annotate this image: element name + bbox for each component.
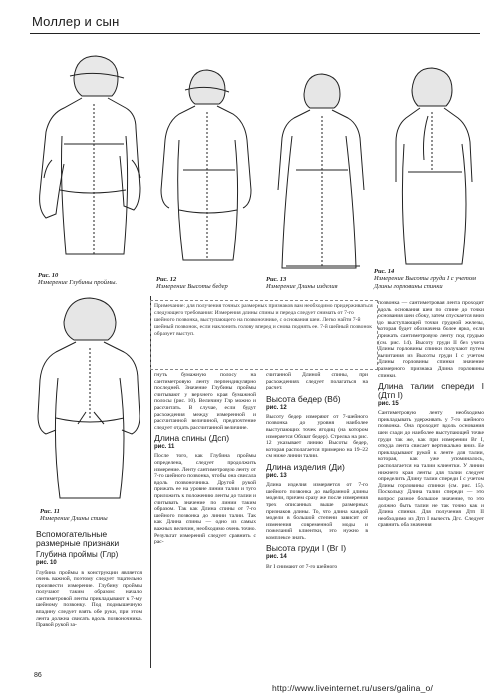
column-1-subheading: Глубина проймы (Глр) xyxy=(36,550,119,560)
figure-13-text: Измерение Длины изделия xyxy=(266,283,338,291)
figure-14-text: Измерение Высоты груди I с учетом Длины горловины спинки xyxy=(374,275,476,290)
figure-10-number: Рис. 10 xyxy=(38,272,59,279)
figure-11-caption xyxy=(40,508,150,523)
column-4-subheading: Длина талии спереди I (Дтп I) xyxy=(378,381,484,401)
figure-11 xyxy=(36,292,140,504)
column-3-fig-ref-3: рис. 14 xyxy=(266,554,287,561)
column-3-fig-ref-1: рис. 12 xyxy=(266,404,287,411)
figure-12-illustration xyxy=(155,60,255,268)
column-4-text-1: позвонка — сантиметровая лента проходит вдоль основания шеи по спине до точки основания шеи сбоку, затем спускается вниз до выступающей точки грудной железы, которая будет обозначена более ярко, если прижать сантиметровую ленту под грудью (см. рис. 14). Высоту груди II без учета Длины горловины спинки получают путем вычитания из Высоты груди I с учетом Длины горловины спинки значение размерного признака Длина горловины спинки. xyxy=(378,300,484,379)
figure-13-number: Рис. 13 xyxy=(266,276,287,283)
column-3-text-4: Вг I снимают от 7-го шейного xyxy=(266,563,338,570)
figure-12-text: Измерение Высоты бедер xyxy=(156,283,228,291)
note-text: Примечание: для получения точных размерных признаков вам необходимо придерживаться следующего требования: Измерения длины спины и переда следует снимать от 7-го шейного позвонка, выступающего на позвоночнике, с основания шеи. Легко найти 7-й шейный позвонок, если наклонить голову вперед и снова поднять ее. 7-й шейный позвонок образует выступ. xyxy=(154,303,373,337)
figure-13 xyxy=(268,66,368,276)
figure-12-number: Рис. 12 xyxy=(156,276,177,283)
column-4-fig-ref: рис. 15 xyxy=(378,401,399,408)
column-1 xyxy=(36,527,142,630)
column-3-subheading-2: Длина изделия (Ди) xyxy=(266,462,345,473)
note-box xyxy=(150,300,378,370)
figure-14 xyxy=(382,60,482,270)
figure-13-illustration xyxy=(268,66,368,276)
figure-11-text: Измерение Длины спины xyxy=(40,515,108,523)
column-3-subheading-1: Высота бедер (Вб) xyxy=(266,393,341,404)
column-3-text-2: Высоту бедер измеряют от 7-шейного позвонка до уровня наиболее выступающих точек ягодиц (на котором измеряется Обхват бедер). Стрелка на рис. 12 указывает линию Высоты бедер, которая располагается примерно на 19–22 см ниже линии талии. xyxy=(266,413,368,460)
column-3-fig-ref-2: рис. 13 xyxy=(266,473,287,480)
figure-13-caption xyxy=(266,276,370,291)
figure-11-illustration xyxy=(36,292,140,504)
header-title: Моллер и сын xyxy=(32,14,120,29)
column-4 xyxy=(378,300,484,530)
figure-14-caption xyxy=(374,268,484,290)
figure-14-illustration xyxy=(382,60,482,270)
figure-12-caption xyxy=(156,276,260,291)
column-3 xyxy=(266,372,368,571)
column-2-text-2: После того, как Глубина проймы определена, следует продолжить измерение. Ленту сантиметровую ленту от 7-го шейного позвонка, чтобы она свисала вдоль позвоночника. Другой рукой прижать ее на уровне линии талии и туго приложить к положению ленты до талии и считывать значение по линии таким образом. Так как Длина спины от 7-го шейного позвонка до линии талии. Так как Длина спины — одно из самых важных величин, необходимо очень точно. Результат измерений следует сравнить с рас- xyxy=(154,453,256,546)
figure-10-caption xyxy=(38,272,148,287)
column-3-text-3: Длина изделия измеряется от 7-го шейного позвонка до выбранной длины модели, причем сразу же после измерения трех описанных выше размерных признаков длины. То, что длина каждой модели в большой степени зависит от изменения современной моды и пожеланий клиентки, это нужно в комплексе знать. xyxy=(266,482,368,541)
header-rule xyxy=(30,33,480,34)
page-number: 86 xyxy=(34,672,42,679)
figure-12 xyxy=(155,60,255,268)
column-3-text-1: считанной Длиной спины, при расхождениях следует полагаться на расчет. xyxy=(266,372,368,392)
figure-11-number: Рис. 11 xyxy=(40,508,60,515)
column-2-text-1: гнуть бумажную полосу на сантиметровую ленту перпендикулярно последней. Значение Глубины проймы считывают у верхнего края бумажной полосы (рис. 10). Величину Глр можно и рассчитать. В случае, если будут расхождения между измеренной и рассчитанной величиной, предпочтение следует отдать рассчитанной величине. xyxy=(154,372,256,431)
column-2-subheading: Длина спины (Дсп) xyxy=(154,433,230,444)
column-1-heading: Вспомогательные размерные признаки xyxy=(36,529,120,549)
figure-10 xyxy=(34,40,142,268)
figure-10-illustration xyxy=(34,40,142,268)
column-2-fig-ref: рис. 11 xyxy=(154,444,175,451)
footer-url[interactable]: http://www.liveinternet.ru/users/galina_o/ xyxy=(272,683,434,693)
figure-10-text: Измерение Глубины проймы. xyxy=(38,279,118,287)
column-2 xyxy=(154,372,256,547)
column-1-text: Глубина проймы в конструкции является очень важной, поэтому следует тщательно произвести измерение. Глубину проймы получают таким образом: начало сантиметровой ленты прикладывают к 7-му шейному позвонку. Под подмышечную впадину следует взять обе руки, при этом лента должна свисать вдоль позвоночника. Правой рукой за- xyxy=(36,569,142,629)
column-4-text-2: Сантиметровую ленту необходимо прикладывать удерживать у 7-го шейного позвонка. Она проходит вдоль основания шеи сзади до наиболее выступающей точке груди так же, как при измерении Вг I, откуда лента свисает вертикально вниз. Ее прикладывают рукой к ленте для талии, которая, как уже упоминалось, располагается на талии клиентки. У линии нижнего края ленты для талии следует определить Длину талии спереди I с учетом Длины горловины спинки (см. рис. 15). Поскольку Длина талии спереди — это вопрос разное большое значение, то это должно быть талии не так точно как и Длина спинки. Для получения Дтп II необходимо из Дтп I вычесть Дгс. Следует сравнить оба значения xyxy=(378,410,484,529)
column-1-fig-ref: рис. 10 xyxy=(36,560,57,567)
figure-14-number: Рис. 14 xyxy=(374,268,395,275)
column-3-subheading-3: Высота груди I (Вг I) xyxy=(266,543,347,554)
